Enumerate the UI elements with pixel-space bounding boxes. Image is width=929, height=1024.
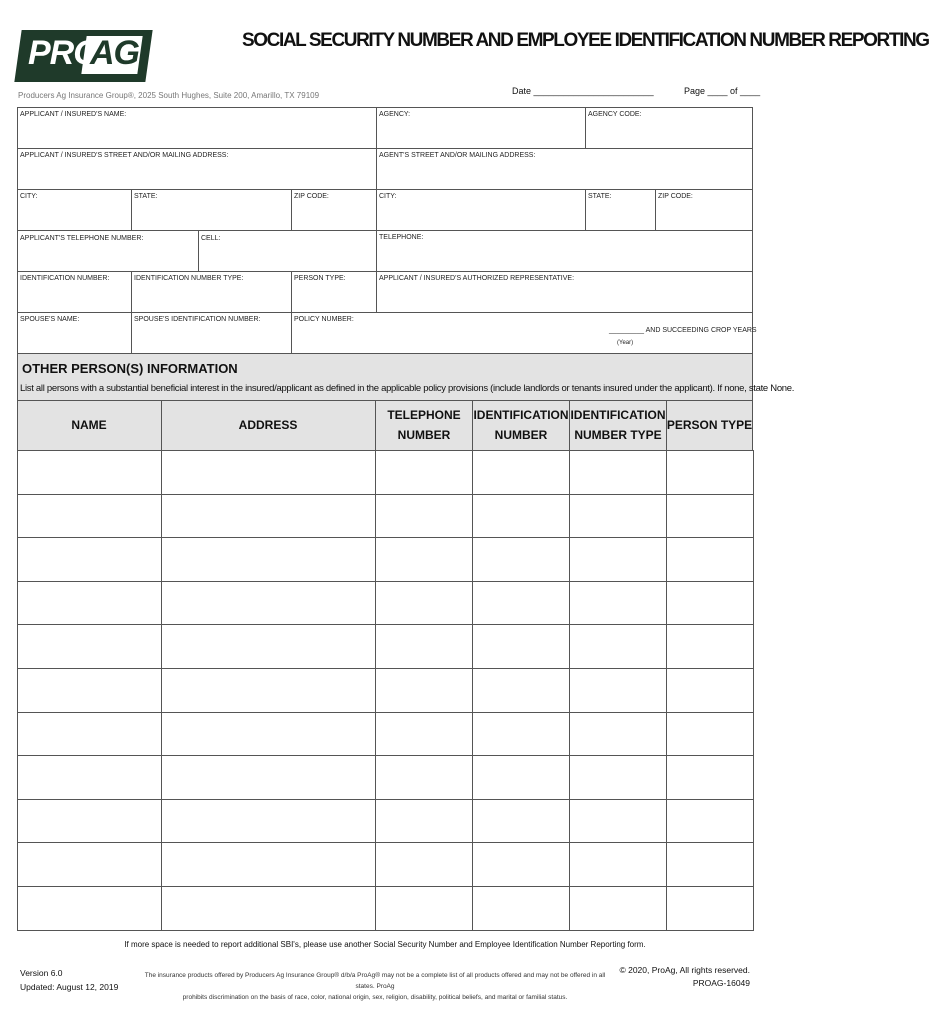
table-cell[interactable] (375, 712, 473, 757)
legal-line-1: The insurance products offered by Producers Ag Insurance Group® d/b/a ProAg® may not be a complete list of all products offered and may not be offered in all states. ProAg (144, 972, 606, 990)
table-cell[interactable] (569, 712, 667, 757)
table-cell[interactable] (666, 668, 754, 713)
table-cell[interactable] (569, 581, 667, 626)
header-divider (375, 400, 376, 451)
table-cell[interactable] (17, 624, 162, 669)
id-type-label: IDENTIFICATION NUMBER TYPE: (134, 275, 244, 282)
form-id: PROAG-16049 (692, 978, 750, 988)
spouse-name-label: SPOUSE'S NAME: (20, 316, 80, 323)
company-address: Producers Ag Insurance Group®, 2025 South Hughes, Suite 200, Amarillo, TX 79109 (18, 91, 320, 100)
column-header-id-type: IDENTIFICATION NUMBER TYPE (570, 408, 666, 442)
table-cell[interactable] (375, 886, 473, 931)
table-cell[interactable] (375, 450, 473, 495)
table-cell[interactable] (375, 624, 473, 669)
table-cell[interactable] (17, 668, 162, 713)
zip-label: ZIP CODE: (294, 193, 329, 200)
table-cell[interactable] (375, 537, 473, 582)
agent-address-label: AGENT'S STREET AND/OR MAILING ADDRESS: (379, 152, 536, 159)
table-cell[interactable] (161, 624, 376, 669)
other-persons-title: OTHER PERSON(S) INFORMATION (22, 361, 238, 376)
agency-code-label: AGENCY CODE: (588, 111, 642, 118)
table-cell[interactable] (17, 450, 162, 495)
table-cell[interactable] (161, 668, 376, 713)
copyright: © 2020, ProAg, All rights reserved. (619, 965, 750, 975)
telephone-label: TELEPHONE: (379, 234, 424, 241)
column-header-telephone: TELEPHONE NUMBER (387, 408, 461, 442)
table-cell[interactable] (17, 755, 162, 800)
cell-field[interactable] (198, 230, 377, 272)
table-cell[interactable] (161, 581, 376, 626)
column-header-address: ADDRESS (238, 418, 298, 432)
table-cell[interactable] (375, 799, 473, 844)
table-cell[interactable] (17, 494, 162, 539)
other-persons-description: List all persons with a substantial beneficial interest in the insured/applicant as defined in the applicable policy provisions (include landlords or tenants insured under the applicant). If none, state None. (20, 383, 795, 394)
table-cell[interactable] (375, 494, 473, 539)
table-cell[interactable] (161, 712, 376, 757)
logo-registered-mark: ® (143, 30, 150, 40)
table-cell[interactable] (666, 494, 754, 539)
table-cell[interactable] (569, 886, 667, 931)
table-cell[interactable] (569, 842, 667, 887)
agent-state-label: STATE: (588, 193, 612, 200)
table-cell[interactable] (472, 799, 570, 844)
table-cell[interactable] (666, 886, 754, 931)
agent-city-field[interactable] (376, 189, 586, 231)
applicant-phone-label: APPLICANT'S TELEPHONE NUMBER: (20, 235, 144, 242)
table-cell[interactable] (569, 494, 667, 539)
copyright-block (619, 964, 750, 990)
agent-city-label: CITY: (379, 193, 397, 200)
form-title: SOCIAL SECURITY NUMBER AND EMPLOYEE IDENTIFICATION NUMBER REPORTING (242, 30, 929, 51)
telephone-field[interactable] (376, 230, 753, 272)
column-header-person-type: PERSON TYPE (666, 418, 753, 432)
page-number-field[interactable]: Page ____ of ____ (684, 86, 761, 96)
spouse-id-label: SPOUSE'S IDENTIFICATION NUMBER: (134, 316, 261, 323)
table-cell[interactable] (161, 494, 376, 539)
applicant-address-label: APPLICANT / INSURED'S STREET AND/OR MAILING ADDRESS: (20, 152, 229, 159)
logo-pro-text: PRO (28, 34, 99, 72)
table-cell[interactable] (666, 624, 754, 669)
table-cell[interactable] (666, 450, 754, 495)
footnote: If more space is needed to report additional SBI's, please use another Social Security Number and Employee Identification Number Reporting form. (124, 940, 646, 949)
year-hint-label: (Year) (617, 340, 634, 346)
table-cell[interactable] (161, 537, 376, 582)
table-cell[interactable] (17, 886, 162, 931)
column-header-name: NAME (71, 418, 107, 432)
logo-ag-text: AG (90, 34, 139, 72)
legal-line-2: prohibits discrimination on the basis of race, color, national origin, sex, religion, disability, political beliefs, and marital or familial status. (182, 994, 568, 1001)
table-cell[interactable] (17, 799, 162, 844)
policy-number-label: POLICY NUMBER: (294, 316, 354, 323)
table-cell[interactable] (472, 668, 570, 713)
authorized-rep-label: APPLICANT / INSURED'S AUTHORIZED REPRESENTATIVE: (379, 275, 575, 282)
table-cell[interactable] (375, 842, 473, 887)
date-field[interactable]: Date ________________________ (512, 86, 654, 96)
agency-label: AGENCY: (379, 111, 411, 118)
table-cell[interactable] (569, 755, 667, 800)
table-cell[interactable] (472, 842, 570, 887)
person-type-label: PERSON TYPE: (294, 275, 346, 282)
version: Version 6.0 (20, 968, 63, 978)
table-cell[interactable] (569, 624, 667, 669)
table-cell[interactable] (472, 537, 570, 582)
table-cell[interactable] (161, 842, 376, 887)
table-cell[interactable] (472, 450, 570, 495)
table-cell[interactable] (472, 494, 570, 539)
table-cell[interactable] (161, 450, 376, 495)
table-cell[interactable] (17, 537, 162, 582)
table-cell[interactable] (17, 712, 162, 757)
table-cell[interactable] (666, 842, 754, 887)
table-cell[interactable] (161, 755, 376, 800)
table-cell[interactable] (666, 755, 754, 800)
city-label: CITY: (20, 193, 38, 200)
legal-disclaimer (140, 970, 610, 1003)
table-cell[interactable] (569, 668, 667, 713)
table-cell[interactable] (472, 755, 570, 800)
table-cell[interactable] (569, 450, 667, 495)
id-number-label: IDENTIFICATION NUMBER: (20, 275, 110, 282)
table-cell[interactable] (375, 755, 473, 800)
table-cell[interactable] (666, 537, 754, 582)
applicant-name-label: APPLICANT / INSURED'S NAME: (20, 111, 127, 118)
table-cell[interactable] (17, 842, 162, 887)
table-cell[interactable] (161, 886, 376, 931)
table-cell[interactable] (472, 712, 570, 757)
updated-date: Updated: August 12, 2019 (20, 982, 119, 992)
table-cell[interactable] (375, 581, 473, 626)
table-cell[interactable] (472, 581, 570, 626)
agent-zip-label: ZIP CODE: (658, 193, 693, 200)
crop-years-label[interactable]: _________ AND SUCCEEDING CROP YEARS (609, 327, 757, 334)
version-info (20, 966, 118, 994)
cell-label: CELL: (201, 235, 221, 242)
state-label: STATE: (134, 193, 158, 200)
table-cell[interactable] (569, 799, 667, 844)
table-cell[interactable] (472, 624, 570, 669)
table-cell[interactable] (666, 712, 754, 757)
table-cell[interactable] (472, 886, 570, 931)
table-cell[interactable] (375, 668, 473, 713)
table-cell[interactable] (666, 799, 754, 844)
table-cell[interactable] (666, 581, 754, 626)
column-header-id-number: IDENTIFICATION NUMBER (473, 408, 569, 442)
table-cell[interactable] (17, 581, 162, 626)
table-cell[interactable] (569, 537, 667, 582)
table-cell[interactable] (161, 799, 376, 844)
